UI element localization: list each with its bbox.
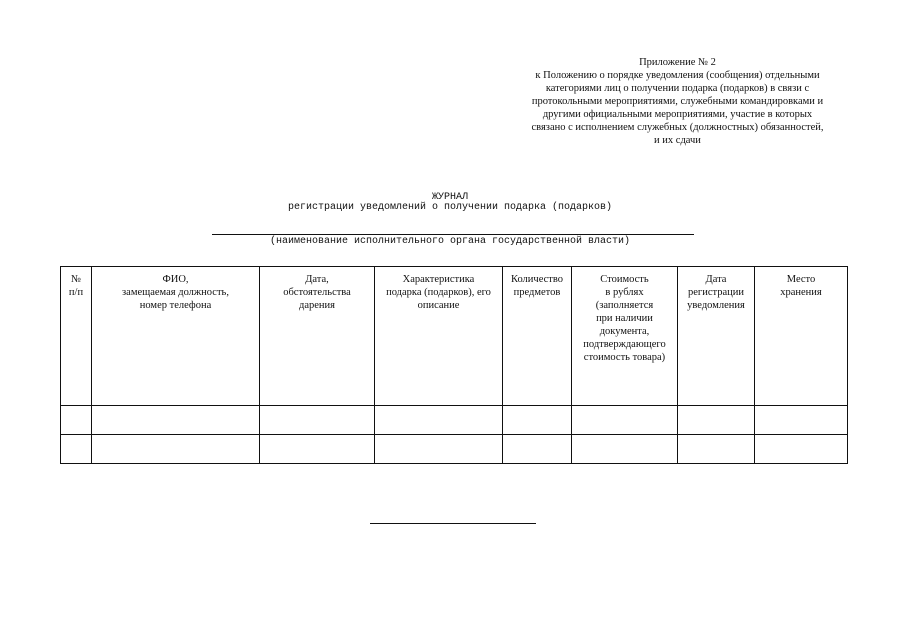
- col-header-cost: [572, 267, 678, 406]
- col-header-gift-description: [375, 267, 503, 406]
- organization-caption: (наименование исполнительного органа государственной власти): [269, 236, 631, 247]
- appendix-line-5: другими официальными мероприятиями, участие в которых: [542, 109, 813, 120]
- col-header-gift-description-label: Характеристика подарка (подарков), его описание: [386, 274, 491, 311]
- signature-line[interactable]: [370, 523, 536, 524]
- organization-name-line[interactable]: [212, 234, 694, 235]
- table-cell[interactable]: [260, 435, 375, 464]
- col-header-full-name: [92, 267, 260, 406]
- journal-title: ЖУРНАЛ: [431, 192, 468, 203]
- table-cell[interactable]: [503, 435, 572, 464]
- appendix-line-7: и их сдачи: [654, 135, 701, 146]
- col-header-registration-date-label: Дата регистрации уведомления: [687, 274, 745, 311]
- table-cell[interactable]: [61, 406, 92, 435]
- appendix-line-1: Приложение № 2: [639, 57, 716, 68]
- col-header-storage-place-label: Место хранения: [780, 274, 822, 298]
- appendix-line-3: категориями лиц о получении подарка (подарков) в связи с: [545, 83, 810, 94]
- table-cell[interactable]: [755, 435, 848, 464]
- table-cell[interactable]: [572, 406, 678, 435]
- table-header-row: [61, 267, 848, 406]
- appendix-heading: [505, 56, 850, 147]
- col-header-quantity: [503, 267, 572, 406]
- journal-subtitle: регистрации уведомлений о получении подарка (подарков): [287, 202, 613, 213]
- appendix-line-4: протокольными мероприятиями, служебными командировками и: [531, 96, 824, 107]
- col-header-number: [61, 267, 92, 406]
- col-header-gift-date-label: Дата, обстоятельства дарения: [283, 274, 351, 311]
- col-header-full-name-label: ФИО, замещаемая должность, номер телефона: [122, 274, 229, 311]
- appendix-line-2: к Положению о порядке уведомления (сообщения) отдельными: [535, 70, 820, 81]
- table-cell[interactable]: [61, 435, 92, 464]
- table-cell[interactable]: [375, 435, 503, 464]
- col-header-gift-date: [260, 267, 375, 406]
- table-cell[interactable]: [92, 435, 260, 464]
- table-cell[interactable]: [678, 435, 755, 464]
- col-header-storage-place: [755, 267, 848, 406]
- table-cell[interactable]: [375, 406, 503, 435]
- registration-table: [60, 266, 848, 464]
- table-row: [61, 406, 848, 435]
- col-header-registration-date: [678, 267, 755, 406]
- table-cell[interactable]: [572, 435, 678, 464]
- appendix-line-6: связано с исполнением служебных (должностных) обязанностей,: [531, 122, 824, 133]
- col-header-number-label: № п/п: [68, 274, 84, 298]
- table-cell[interactable]: [260, 406, 375, 435]
- col-header-quantity-label: Количество предметов: [510, 274, 564, 298]
- col-header-cost-label: Стоимость в рублях (заполняется при наличии документа, подтверждающего стоимость товара): [583, 274, 666, 363]
- table-cell[interactable]: [755, 406, 848, 435]
- table-cell[interactable]: [678, 406, 755, 435]
- table-cell[interactable]: [92, 406, 260, 435]
- table-cell[interactable]: [503, 406, 572, 435]
- table-row: [61, 435, 848, 464]
